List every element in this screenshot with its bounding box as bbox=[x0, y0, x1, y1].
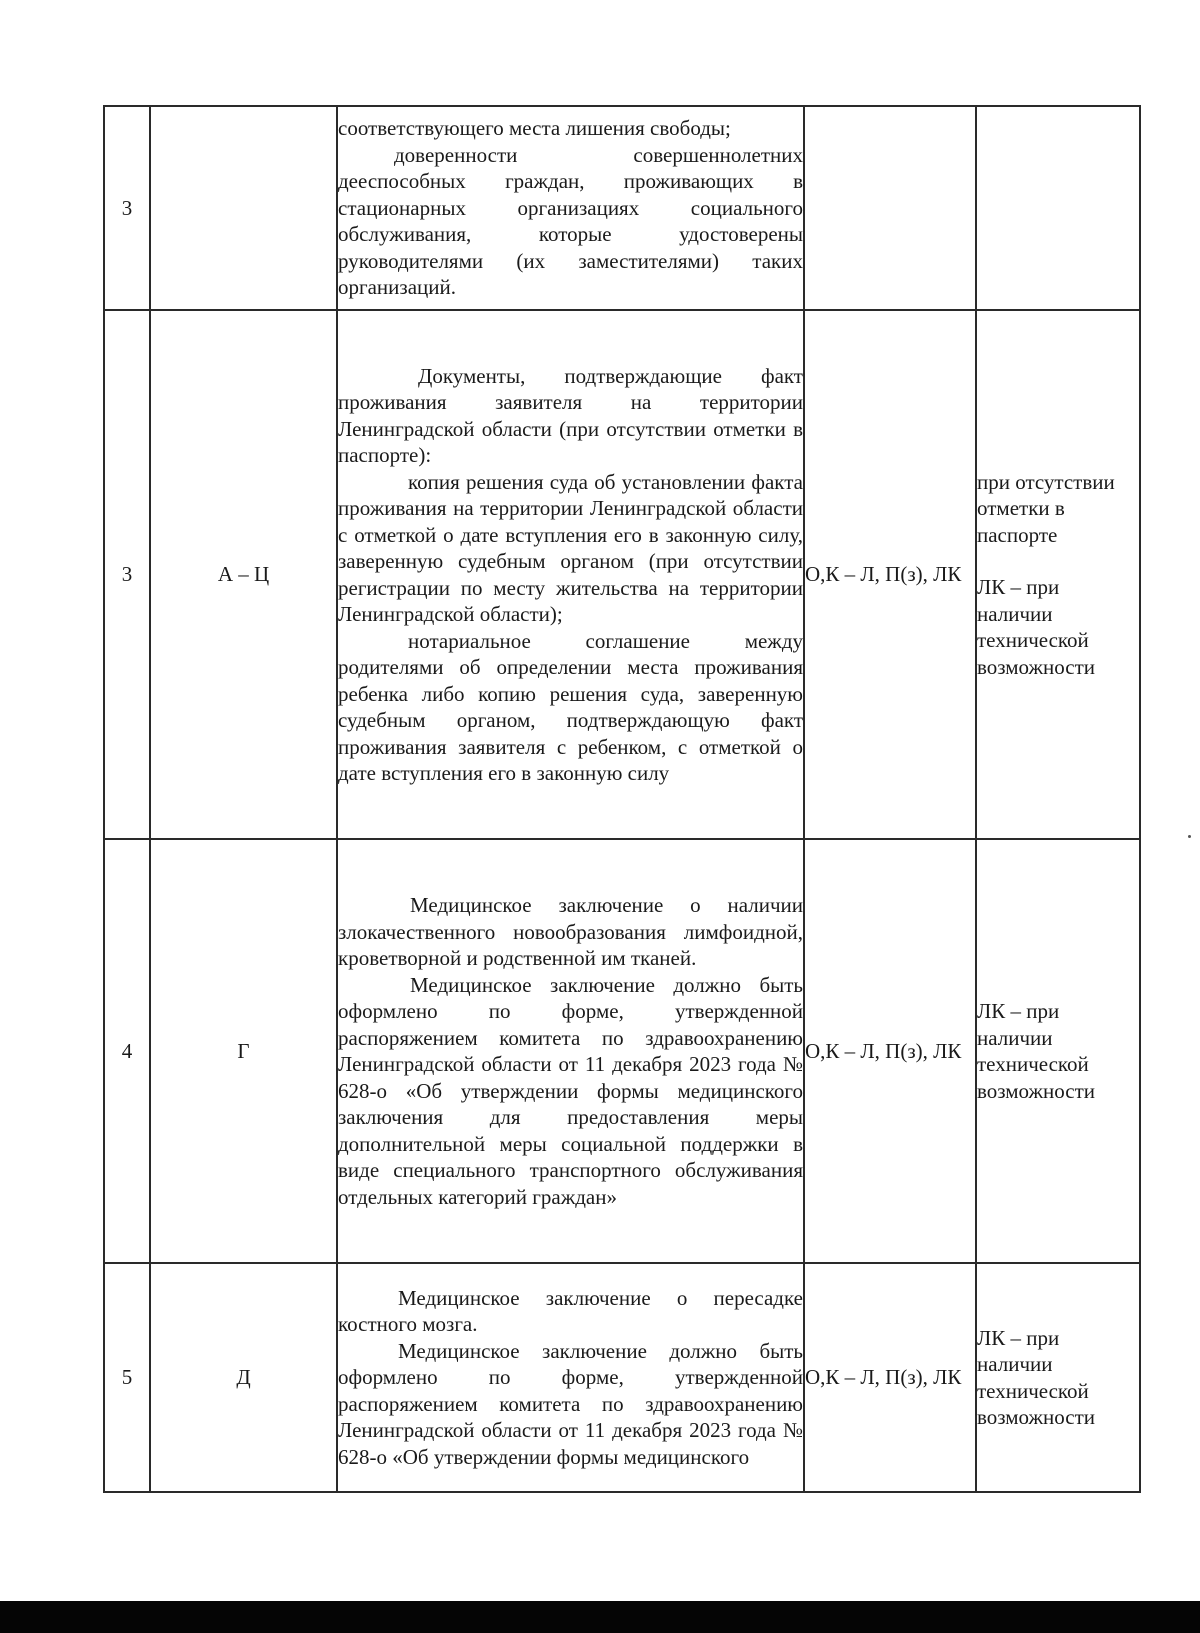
row-number-cell: 4 bbox=[104, 839, 150, 1263]
method-cell: О,К – Л, П(з), ЛК bbox=[804, 1263, 976, 1492]
documents-paragraph: Медицинское заключение о наличии злокачественного новообразования лимфоидной, кроветворной и родственной им тканей. bbox=[338, 893, 803, 970]
documents-paragraph: Медицинское заключение должно быть оформлено по форме, утвержденной распоряжением комитета по здравоохранению Ленинградской области от 11 декабря 2023 года № 628-о «Об утверждении формы медицинского заключения для предоставления меры дополнительной меры социальной поддержки в виде специального транспортного обслуживания отдельных категорий граждан» bbox=[338, 972, 803, 1209]
note-cell: ЛК – при наличии технической возможности bbox=[976, 1263, 1140, 1492]
note-text: при отсутствии отметки в паспорте bbox=[977, 469, 1115, 547]
row-number-cell: 3 bbox=[104, 106, 150, 310]
category-cell: Г bbox=[150, 839, 337, 1263]
documents-paragraph: соответствующего места лишения свободы; bbox=[338, 116, 731, 141]
table-row bbox=[104, 1263, 1140, 1492]
documents-paragraph: доверенности совершеннолетних дееспособных граждан, проживающих в стационарных организациях социального обслуживания, которые удостоверены руководителями (их заместителями) таких организаций. bbox=[338, 142, 803, 300]
note-text: ЛК – при наличии технической возможности bbox=[977, 575, 1096, 679]
row-number-cell: 3 bbox=[104, 310, 150, 839]
note-cell: ЛК – при наличии технической возможности bbox=[976, 839, 1140, 1263]
method-cell bbox=[804, 106, 976, 310]
documents-paragraph: Документы, подтверждающие факт проживания заявителя на территории Ленинградской области (при отсутствии отметки в паспорте): bbox=[338, 363, 803, 467]
documents-cell bbox=[337, 106, 804, 310]
documents-paragraph: копия решения суда об установлении факта проживания на территории Ленинградской области с отметкой о дате вступления его в законную силу, заверенную судебным органом (при отсутствии регистрации по месту жительства на территории Ленинградской области); bbox=[338, 469, 803, 626]
note-cell bbox=[976, 106, 1140, 310]
category-cell: А – Ц bbox=[150, 310, 337, 839]
note-cell bbox=[976, 310, 1140, 839]
row-number-cell: 5 bbox=[104, 1263, 150, 1492]
documents-paragraph: нотариальное соглашение между родителями об определении места проживания ребенка либо копию решения суда, заверенную судебным органом, подтверждающую факт проживания заявителя с ребенком, с отметкой о дате вступления его в законную силу bbox=[338, 628, 803, 785]
documents-table bbox=[103, 105, 1141, 1493]
documents-paragraph: Медицинское заключение должно быть оформлено по форме, утвержденной распоряжением комитета по здравоохранению Ленинградской области от 11 декабря 2023 года № 628-о «Об утверждении формы медицинского bbox=[338, 1338, 803, 1469]
category-cell bbox=[150, 106, 337, 310]
method-cell: О,К – Л, П(з), ЛК bbox=[804, 839, 976, 1263]
documents-cell bbox=[337, 310, 804, 839]
table-row bbox=[104, 310, 1140, 839]
documents-paragraph: Медицинское заключение о пересадке костного мозга. bbox=[338, 1285, 803, 1337]
category-cell: Д bbox=[150, 1263, 337, 1492]
scan-artifact bbox=[1188, 835, 1191, 838]
table-row bbox=[104, 839, 1140, 1263]
scan-bottom-edge bbox=[0, 1601, 1200, 1633]
table-row bbox=[104, 106, 1140, 310]
documents-cell bbox=[337, 1263, 804, 1492]
method-cell: О,К – Л, П(з), ЛК bbox=[804, 310, 976, 839]
documents-cell bbox=[337, 839, 804, 1263]
